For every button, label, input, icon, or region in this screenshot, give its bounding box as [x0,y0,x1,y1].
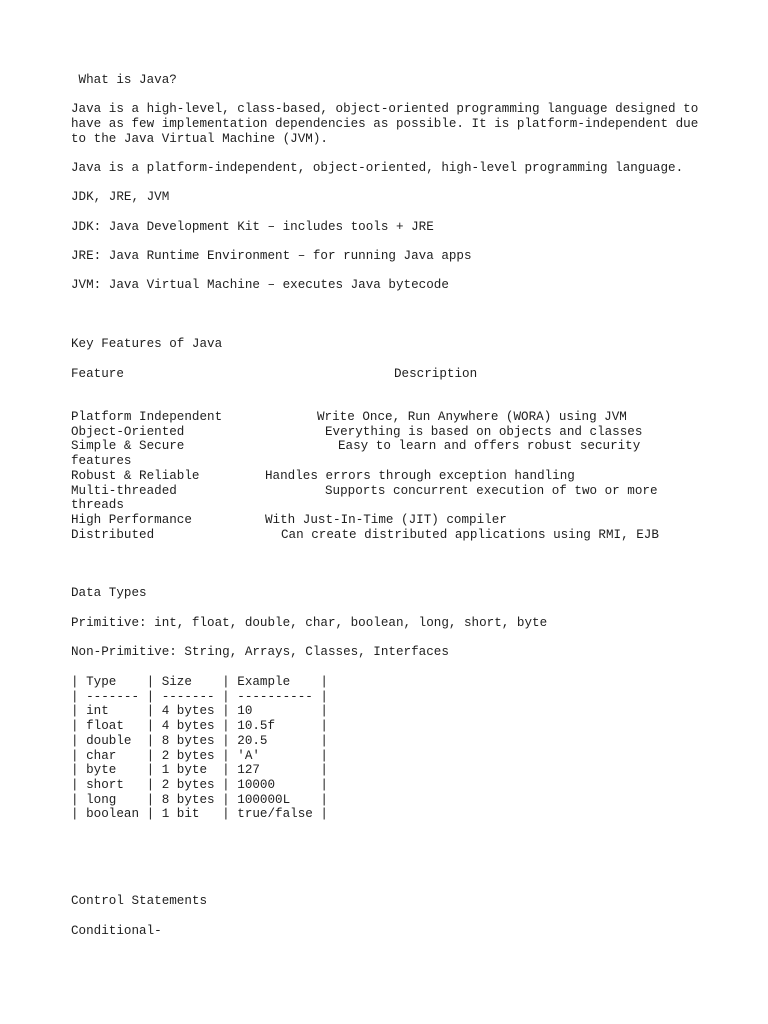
intro-line-2: have as few implementation dependencies as possible. It is platform-independent due [71,117,699,131]
feature-description: With Just-In-Time (JIT) compiler [265,512,507,527]
summary-line: Java is a platform-independent, object-oriented, high-level programming language. [71,161,684,175]
heading-what-is-java: What is Java? [71,73,177,87]
intro-line-3: to the Java Virtual Machine (JVM). [71,132,328,146]
feature-description: Easy to learn and offers robust security [338,439,641,454]
jvm-line: JVM: Java Virtual Machine – executes Java bytecode [71,278,449,292]
feature-name: Distributed [71,527,155,542]
type-table-row: | float | 4 bytes | 10.5f | [71,719,328,734]
heading-control-statements: Control Statements [71,894,208,908]
feature-name: threads [71,498,124,513]
non-primitive-line: Non-Primitive: String, Arrays, Classes, Interfaces [71,645,449,659]
feature-name: Simple & Secure [71,439,185,454]
type-table-row: | double | 8 bytes | 20.5 | [71,733,328,748]
type-table-row: | long | 8 bytes | 100000L | [71,792,328,807]
intro-line-1: Java is a high-level, class-based, object-oriented programming language designed to [71,102,699,116]
heading-key-features: Key Features of Java [71,337,223,351]
type-table-row: | Type | Size | Example | [71,675,328,689]
feature-description: Supports concurrent execution of two or more [325,483,658,498]
feature-description: Everything is based on objects and classes [325,424,643,439]
type-table-row: | int | 4 bytes | 10 | [71,704,328,719]
feature-description: Write Once, Run Anywhere (WORA) using JVM [317,410,627,424]
type-table-row: | byte | 1 byte | 127 | [71,763,328,778]
type-table-row: | char | 2 bytes | 'A' | [71,748,328,763]
feature-name: Robust & Reliable [71,468,200,483]
features-header-feature: Feature [71,367,124,381]
jre-line: JRE: Java Runtime Environment – for running Java apps [71,249,472,263]
feature-name: Multi-threaded [71,483,177,498]
type-table-row: | ------- | ------- | ---------- | [71,689,328,704]
feature-name: Object-Oriented [71,424,185,439]
heading-jdk-jre-jvm: JDK, JRE, JVM [71,190,170,204]
type-table-row: | short | 2 bytes | 10000 | [71,777,328,792]
type-table-row: | boolean | 1 bit | true/false | [71,807,328,822]
jdk-line: JDK: Java Development Kit – includes tools + JRE [71,220,434,234]
heading-data-types: Data Types [71,586,147,600]
feature-name: features [71,454,132,469]
feature-name: High Performance [71,512,192,527]
feature-description: Can create distributed applications using RMI, EJB [281,527,659,542]
conditional-line: Conditional- [71,924,162,938]
primitive-line: Primitive: int, float, double, char, boolean, long, short, byte [71,616,548,630]
features-header-description: Description [394,367,478,381]
feature-name: Platform Independent [71,410,223,424]
feature-description: Handles errors through exception handling [265,468,575,483]
